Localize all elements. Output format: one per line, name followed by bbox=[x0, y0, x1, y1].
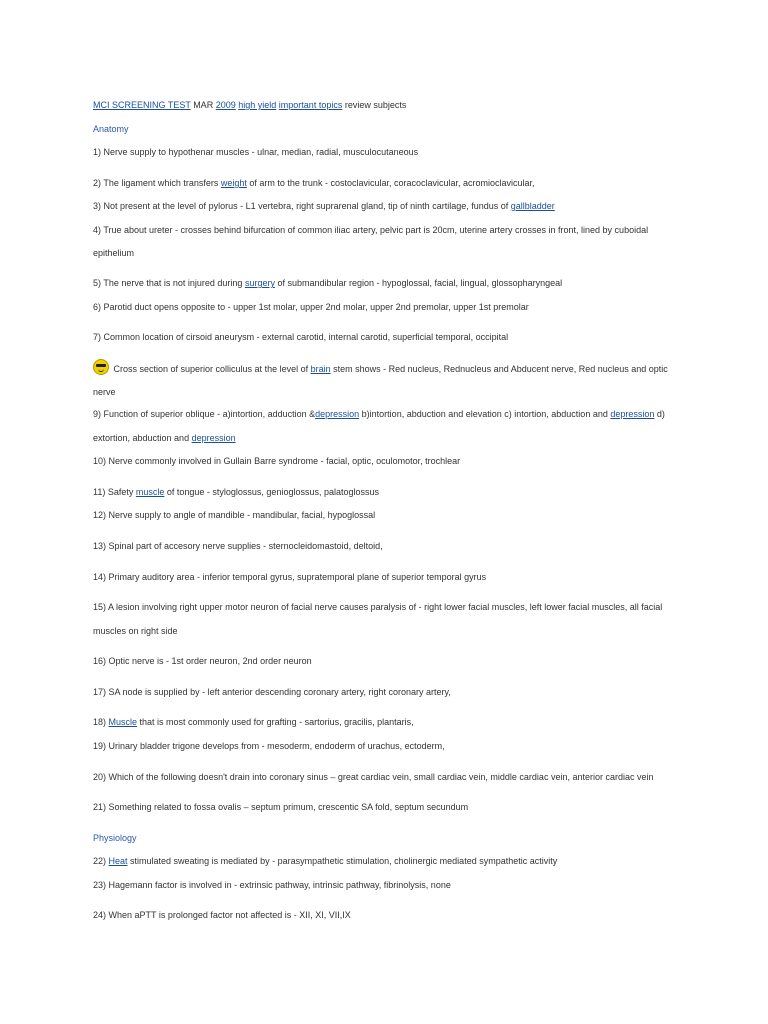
link-important-topics[interactable]: important topics bbox=[278, 100, 343, 110]
question-4: 4) True about ureter - crosses behind bifurcation of common iliac artery, pelvic part is 20cm, uterine artery crosses in front, lined by cuboidal bbox=[93, 225, 649, 235]
question-5 bbox=[93, 277, 562, 289]
question-20: 20) Which of the following doesn't drain into coronary sinus – great cardiac vein, small cardiac vein, middle cardiac vein, anterior cardiac vein bbox=[93, 772, 654, 782]
link-surgery[interactable]: surgery bbox=[244, 278, 275, 288]
question-text: 2) The ligament which transfers bbox=[93, 178, 221, 188]
question-23: 23) Hagemann factor is involved in - extrinsic pathway, intrinsic pathway, fibrinolysis, none bbox=[93, 880, 451, 890]
link-depression[interactable]: depression bbox=[610, 409, 655, 419]
question-10: 10) Nerve commonly involved in Gullain Barre syndrome - facial, optic, oculomotor, trochlear bbox=[93, 456, 461, 466]
link-muscle[interactable]: Muscle bbox=[108, 717, 138, 727]
link-high-yield[interactable]: high yield bbox=[238, 100, 277, 110]
question-1: 1) Nerve supply to hypothenar muscles - ulnar, median, radial, musculocutaneous bbox=[93, 147, 419, 157]
question-14: 14) Primary auditory area - inferior temporal gyrus, supratemporal plane of superior temporal gyrus bbox=[93, 572, 487, 582]
question-13: 13) Spinal part of accesory nerve supplies - sternocleidomastoid, deltoid, bbox=[93, 541, 383, 551]
question-text: 18) bbox=[93, 717, 109, 727]
question-text: 3) Not present at the level of pylorus - L1 vertebra, right suprarenal gland, tip of ninth cartilage, fundus of bbox=[93, 201, 511, 211]
question-text: extortion, abduction and bbox=[93, 433, 192, 443]
question-text: of submandibular region - hypoglossal, facial, lingual, glossopharyngeal bbox=[274, 278, 563, 288]
question-9-continued bbox=[93, 432, 236, 444]
question-11 bbox=[93, 486, 379, 498]
question-12: 12) Nerve supply to angle of mandible - mandibular, facial, hypoglossal bbox=[93, 510, 376, 520]
link-depression[interactable]: depression bbox=[191, 433, 236, 443]
question-text: b)intortion, abduction and elevation c) intortion, abduction and bbox=[359, 409, 611, 419]
question-18 bbox=[93, 716, 414, 728]
question-4-continued: epithelium bbox=[93, 248, 135, 258]
question-16: 16) Optic nerve is - 1st order neuron, 2nd order neuron bbox=[93, 656, 312, 666]
question-8 bbox=[93, 359, 668, 375]
question-text: stimulated sweating is mediated by - parasympathetic stimulation, cholinergic mediated sympathetic activity bbox=[127, 856, 558, 866]
question-15-continued: muscles on right side bbox=[93, 626, 178, 636]
question-15: 15) A lesion involving right upper motor neuron of facial nerve causes paralysis of - right lower facial muscles, left lower facial muscles, all facial bbox=[93, 602, 663, 612]
question-21: 21) Something related to fossa ovalis – septum primum, crescentic SA fold, septum secundum bbox=[93, 802, 469, 812]
question-8-continued: nerve bbox=[93, 387, 116, 397]
question-3 bbox=[93, 200, 555, 212]
link-gallbladder[interactable]: gallbladder bbox=[510, 201, 555, 211]
question-9 bbox=[93, 408, 665, 420]
question-text: d) bbox=[654, 409, 665, 419]
section-heading-anatomy: Anatomy bbox=[93, 124, 129, 134]
question-text: 9) Function of superior oblique - a)intortion, adduction & bbox=[93, 409, 316, 419]
section-heading-physiology: Physiology bbox=[93, 833, 137, 843]
link-2009[interactable]: 2009 bbox=[215, 100, 236, 110]
link-muscle[interactable]: muscle bbox=[135, 487, 165, 497]
question-text: 11) Safety bbox=[93, 487, 136, 497]
question-text: that is most commonly used for grafting - sartorius, gracilis, plantaris, bbox=[137, 717, 414, 727]
question-text: stem shows - Red nucleus, Rednucleus and Abducent nerve, Red nucleus and optic bbox=[330, 364, 668, 374]
link-mci-screening-test[interactable]: MCI SCREENING TEST bbox=[93, 100, 191, 110]
document-header bbox=[93, 99, 406, 111]
question-24: 24) When aPTT is prolonged factor not affected is - XII, XI, VII,IX bbox=[93, 910, 351, 920]
question-text: Cross section of superior colliculus at the level of bbox=[111, 364, 311, 374]
header-text: MAR bbox=[190, 100, 216, 110]
header-text: review subjects bbox=[342, 100, 407, 110]
link-depression[interactable]: depression bbox=[315, 409, 360, 419]
question-19: 19) Urinary bladder trigone develops from - mesoderm, endoderm of urachus, ectoderm, bbox=[93, 741, 445, 751]
link-brain[interactable]: brain bbox=[310, 364, 331, 374]
link-weight[interactable]: weight bbox=[220, 178, 247, 188]
question-17: 17) SA node is supplied by - left anterior descending coronary artery, right coronary artery, bbox=[93, 687, 451, 697]
question-text: of arm to the trunk - costoclavicular, coracoclavicular, acromioclavicular, bbox=[246, 178, 535, 188]
sunglasses-emoji-icon bbox=[93, 359, 109, 375]
question-6: 6) Parotid duct opens opposite to - upper 1st molar, upper 2nd molar, upper 2nd premolar, upper 1st premolar bbox=[93, 302, 529, 312]
question-text: of tongue - styloglossus, genioglossus, palatoglossus bbox=[164, 487, 380, 497]
question-2 bbox=[93, 177, 535, 189]
question-7: 7) Common location of cirsoid aneurysm - external carotid, internal carotid, superficial temporal, occipital bbox=[93, 332, 509, 342]
question-text: 5) The nerve that is not injured during bbox=[93, 278, 245, 288]
question-22 bbox=[93, 855, 557, 867]
link-heat[interactable]: Heat bbox=[108, 856, 128, 866]
question-text: 22) bbox=[93, 856, 109, 866]
